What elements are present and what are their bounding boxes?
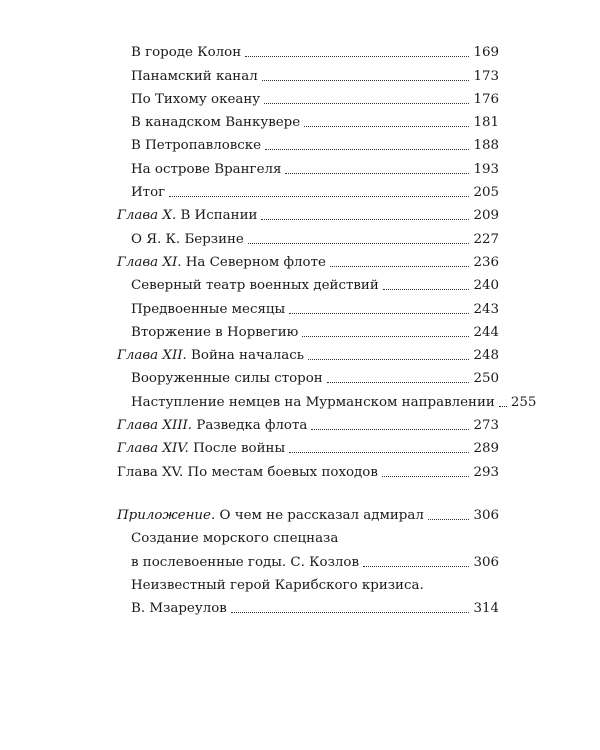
toc-entry-page: 240 [473, 278, 499, 294]
dot-leader [308, 359, 469, 360]
dot-leader [330, 266, 470, 267]
dot-leader [262, 80, 470, 81]
dot-leader [382, 476, 470, 477]
dot-leader [302, 336, 469, 337]
toc-entry-title: В. Мзареулов [131, 601, 227, 617]
dot-leader [285, 173, 469, 174]
toc-entry-title: Вторжение в Норвегию [131, 324, 299, 340]
dot-leader [383, 289, 470, 290]
toc-entry-page: 248 [473, 348, 499, 364]
toc-entry-page: 188 [473, 138, 499, 154]
toc-entry-title: Предвоенные месяцы [131, 301, 286, 317]
toc-entry [117, 547, 499, 570]
chapter-number: Глава X. [117, 208, 177, 224]
toc-entry-title: На острове Врангеля [131, 161, 282, 177]
toc-entry-page: 273 [473, 418, 499, 434]
toc-entry-page: 306 [473, 554, 499, 570]
dot-leader [289, 313, 469, 314]
toc-chapter [117, 201, 499, 224]
toc-entry-line [117, 571, 499, 594]
toc-entry-page: 289 [473, 441, 499, 457]
toc-entry-title: О чем не рассказал адмирал [215, 507, 424, 523]
dot-leader [499, 406, 507, 407]
toc-entry-title: О Я. К. Берзине [131, 231, 244, 247]
toc-entry [117, 38, 499, 61]
toc-entry-title: в послевоенные годы. С. Козлов [131, 554, 360, 570]
toc-entry-title: В Испании [176, 208, 258, 224]
toc-entry [117, 108, 499, 131]
toc-entry-title: Неизвестный герой Карибского кризиса. [131, 577, 424, 593]
toc-entry-title: По Тихому океану [131, 91, 261, 107]
toc-entry [117, 364, 499, 387]
dot-leader [265, 149, 469, 150]
toc-entry-page: 205 [473, 185, 499, 201]
toc-entry-title: Вооруженные силы сторон [131, 371, 323, 387]
toc-entry-page: 314 [473, 601, 499, 617]
toc-entry [117, 294, 499, 317]
toc-entry-page: 169 [473, 45, 499, 61]
toc-entry-page: 306 [473, 507, 499, 523]
toc-entry-page: 293 [473, 464, 499, 480]
toc-entry-title: В Петропавловске [131, 138, 262, 154]
toc-entry [117, 131, 499, 154]
toc-entry [117, 387, 537, 410]
toc-entry-title: На Северном флоте [181, 254, 326, 270]
toc-chapter [117, 341, 499, 364]
toc-entry [117, 224, 499, 247]
toc-entry-title: Наступление немцев на Мурманском направлении [131, 394, 495, 410]
dot-leader [327, 382, 470, 383]
toc-chapter [117, 457, 499, 480]
dot-leader [311, 429, 469, 430]
toc-entry [117, 178, 499, 201]
toc-entry-title: Итог [131, 185, 166, 201]
toc-chapter [117, 434, 499, 457]
toc-entry-page: 227 [473, 231, 499, 247]
dot-leader [289, 452, 469, 453]
toc-entry [117, 594, 499, 617]
table-of-contents [117, 38, 537, 617]
toc-chapter [117, 411, 499, 434]
toc-chapter [117, 248, 499, 271]
toc-appendix [117, 501, 499, 524]
toc-entry [117, 318, 499, 341]
toc-entry-line [117, 524, 499, 547]
chapter-number: Глава XII. [117, 348, 187, 364]
toc-entry-page: 243 [473, 301, 499, 317]
toc-entry-title: Панамский канал [131, 68, 258, 84]
toc-entry-page: 250 [473, 371, 499, 387]
dot-leader [231, 612, 470, 613]
toc-entry [117, 85, 499, 108]
toc-entry-title: В канадском Ванкувере [131, 115, 301, 131]
dot-leader [245, 56, 469, 57]
toc-entry-title: Разведка флота [192, 418, 308, 434]
chapter-number: Глава XIII. [117, 418, 193, 434]
chapter-number: Глава XI. [117, 254, 182, 270]
section-gap [117, 481, 499, 501]
toc-entry-page: 236 [473, 254, 499, 270]
toc-entry [117, 61, 499, 84]
toc-entry-page: 173 [473, 68, 499, 84]
dot-leader [248, 243, 470, 244]
toc-entry [117, 154, 499, 177]
toc-entry-title: В городе Колон [131, 45, 242, 61]
toc-entry [117, 271, 499, 294]
toc-entry-title: Северный театр военных действий [131, 278, 379, 294]
toc-entry-page: 244 [473, 324, 499, 340]
toc-entry-page: 255 [510, 394, 537, 410]
dot-leader [264, 103, 469, 104]
dot-leader [304, 126, 469, 127]
dot-leader [169, 196, 469, 197]
dot-leader [261, 219, 469, 220]
toc-entry-title: Создание морского спецназа [131, 531, 339, 547]
toc-entry-title: После войны [188, 441, 286, 457]
toc-entry-page: 176 [473, 91, 499, 107]
toc-entry-page: 209 [473, 208, 499, 224]
toc-entry-title: Глава XV. По местам боевых походов [117, 464, 378, 480]
toc-entry-page: 181 [473, 115, 499, 131]
dot-leader [428, 519, 470, 520]
toc-entry-page: 193 [473, 161, 499, 177]
chapter-number: Глава XIV. [117, 441, 189, 457]
dot-leader [363, 566, 469, 567]
toc-entry-title: Война началась [186, 348, 305, 364]
appendix-label: Приложение. [117, 507, 216, 523]
